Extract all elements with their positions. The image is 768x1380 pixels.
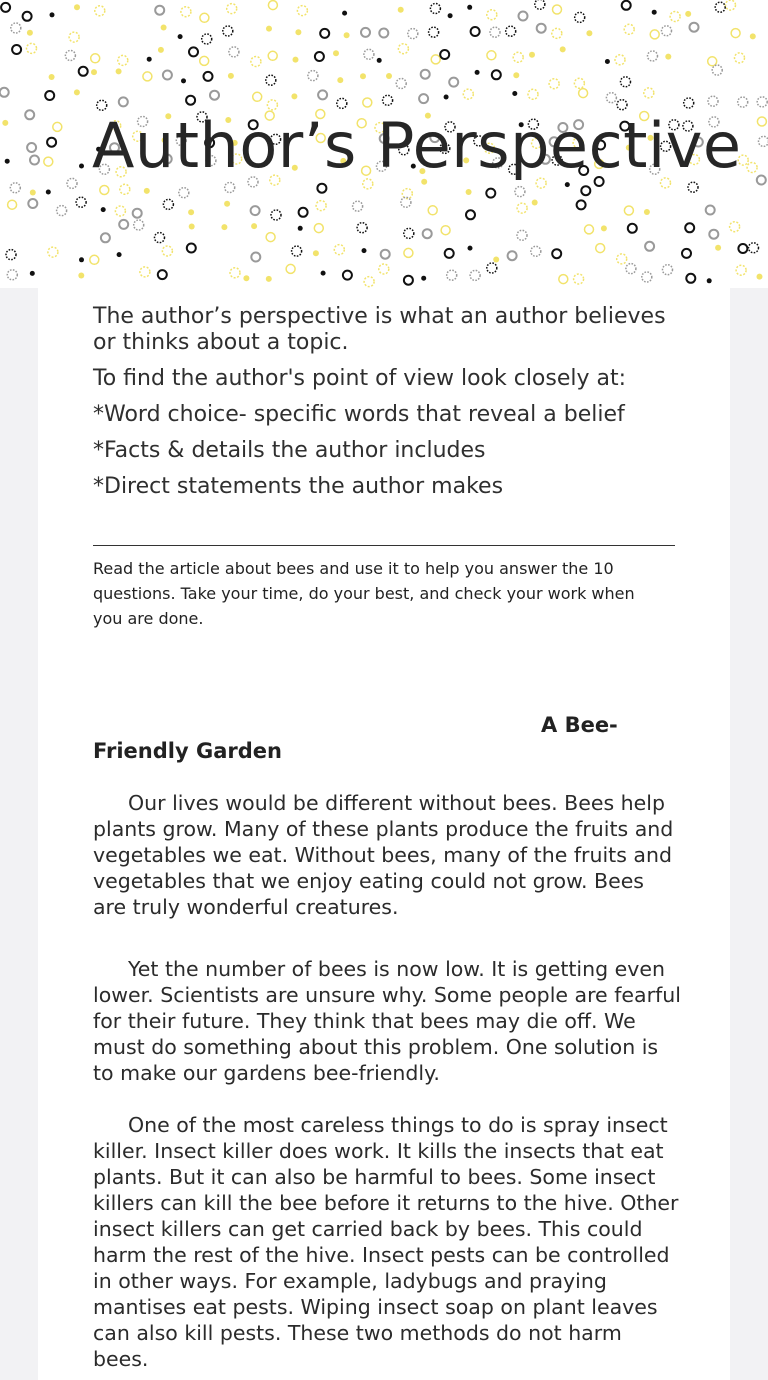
confetti-dot [161,25,167,31]
confetti-dot [286,264,295,273]
confetti-dot [357,223,367,233]
confetti-dot [47,138,56,147]
confetti-dot [30,156,39,165]
intro-bullet-word-choice: *Word choice- specific words that reveal a belief [93,402,625,427]
confetti-dot [268,51,277,60]
confetti-dot [334,245,344,255]
instructions-text: Read the article about bees and use it to help you answer the 10 questions. Take your time, do your best, and check your work when you are done. [93,559,635,628]
confetti-dot [628,224,637,233]
confetti-dot [528,89,538,99]
confetti-dot [383,95,393,105]
confetti-dot [466,210,475,219]
confetti-dot [163,199,173,209]
confetti-dot [271,210,281,220]
confetti-dot [447,270,457,280]
confetti-dot [224,201,230,207]
content-card [38,288,730,1380]
confetti-dot [251,206,260,215]
confetti-dot [726,0,736,10]
confetti-dot [266,276,272,282]
confetti-dot [577,200,586,209]
confetti-dot [25,110,34,119]
confetti-dot [423,229,432,238]
confetti-dot [445,249,454,258]
confetti-dot [134,220,144,230]
confetti-dot [95,6,105,16]
confetti-dot [708,96,718,106]
confetti-dot [1,3,10,12]
confetti-dot [466,189,472,195]
confetti-dot [622,1,631,10]
confetti-dot [381,250,390,259]
header-banner [0,0,768,288]
confetti-dot [155,233,165,243]
confetti-dot [379,29,388,38]
confetti-dot [291,93,297,99]
confetti-dot [621,77,631,87]
confetti-dot [74,89,80,95]
confetti-dot [750,33,756,39]
confetti-dot [517,230,527,240]
confetti-dot [163,71,172,80]
confetti-dot [398,44,408,54]
confetti-dot [101,233,110,242]
confetti-dot [513,52,523,62]
confetti-dot [143,72,152,81]
confetti-dot [532,200,538,206]
confetti-dot [186,96,195,105]
confetti-dot [624,206,633,215]
confetti-dot [431,55,440,64]
confetti-dot [575,12,585,22]
confetti-dot [230,268,240,278]
confetti-dot [116,68,122,74]
confetti-dot [487,51,496,60]
confetti-dot [23,12,32,21]
confetti-dot [428,206,437,215]
confetti-dot [320,29,329,38]
confetti-dot [652,10,657,15]
confetti-dot [69,32,79,42]
confetti-dot [27,43,37,53]
confetti-dot [441,226,450,235]
confetti-dot [253,92,262,101]
confetti-dot [181,78,186,83]
confetti-dot [665,54,671,60]
confetti-dot [684,98,694,108]
confetti-dot [50,12,55,17]
confetti-dot [316,201,326,211]
confetti-dot [53,122,62,131]
confetti-dot [487,10,497,20]
confetti-dot [91,69,97,75]
confetti-dot [200,13,209,22]
confetti-dot [27,30,33,36]
confetti-dot [251,223,257,229]
confetti-dot [670,12,680,22]
confetti-dot [736,265,746,275]
confetti-dot [470,270,480,280]
confetti-dot [552,249,561,258]
confetti-dot [586,30,592,36]
confetti-dot [490,27,500,37]
confetti-dot [189,47,198,56]
confetti-dot [364,49,374,59]
confetti-dot [297,6,307,16]
confetti-dot [515,187,525,197]
confetti-dot [731,29,740,38]
confetti-dot [178,34,183,39]
confetti-dot [404,228,414,238]
confetti-dot [344,32,350,38]
confetti-dot [468,246,473,251]
confetti-dot [79,164,84,169]
confetti-dot [506,26,516,36]
intro-section [93,304,683,510]
confetti-dot [440,50,449,59]
confetti-dot [449,78,458,87]
confetti-dot [79,67,88,76]
confetti-dot [295,29,301,35]
confetti-dot [493,257,499,263]
confetti-dot [644,209,650,215]
confetti-dot [362,248,367,253]
confetti-dot [308,71,318,81]
confetti-dot [644,88,654,98]
confetti-dot [119,97,128,106]
confetti-dot [337,77,343,83]
confetti-dot [266,75,276,85]
confetti-dot [7,270,17,280]
confetti-dot [11,23,21,33]
confetti-dot [463,89,473,99]
confetti-dot [645,242,654,251]
confetti-dot [706,206,715,215]
confetti-dot [379,264,389,274]
confetti-dot [293,57,299,63]
confetti-dot [707,278,712,283]
confetti-dot [210,91,219,100]
confetti-dot [49,74,55,80]
confetti-dot [615,55,625,65]
confetti-dot [738,244,747,253]
confetti-dot [223,26,233,36]
confetti-dot [690,23,699,32]
confetti-dot [396,79,406,89]
confetti-dot [552,28,562,38]
confetti-dot [398,7,404,13]
confetti-dot [28,199,37,208]
confetti-dot [682,249,691,258]
confetti-dot [708,57,717,66]
confetti-dot [467,5,472,10]
confetti-dot [6,250,16,260]
confetti-dot [44,157,53,166]
confetti-dot [421,70,430,79]
confetti-dot [158,270,167,279]
confetti-dot [508,251,517,260]
confetti-dot [364,277,374,287]
confetti-dot [747,163,757,173]
confetti-dot [158,47,164,53]
confetti-dot [10,183,20,193]
confetti-dot [90,255,99,264]
confetti-dot [91,54,100,63]
confetti-dot [601,225,607,231]
confetti-dot [360,73,366,79]
article-paragraph: Yet the number of bees is now low. It is getting even lower. Scientists are unsure why. Some people are fearful for their future. They think that bees may die off. We must do something about this problem. One solution is to make our gardens bee-friendly. [93,957,681,1085]
confetti-dot [144,188,150,194]
confetti-dot [408,29,418,39]
divider [93,545,675,546]
confetti-dot [57,206,67,216]
confetti-dot [30,271,35,276]
confetti-dot [2,120,8,126]
confetti-dot [662,26,672,36]
confetti-dot [133,209,142,218]
confetti-dot [617,254,627,264]
confetti-dot [574,78,584,88]
confetti-dot [513,72,519,78]
confetti-dot [757,274,763,280]
confetti-dot [686,274,695,283]
confetti-dot [581,186,590,195]
confetti-dot [529,52,535,58]
confetti-dot [78,273,84,279]
confetti-dot [118,55,128,65]
confetti-dot [715,245,721,251]
confetti-dot [596,244,605,253]
confetti-dot [343,271,352,280]
intro-definition: The author’s perspective is what an author believes or thinks about a topic. [93,304,666,355]
confetti-dot [5,159,10,164]
confetti-dot [117,252,122,257]
confetti-dot [227,4,237,14]
confetti-dot [353,201,363,211]
intro-bullet-facts: *Facts & details the author includes [93,438,486,463]
confetti-dot [228,73,234,79]
confetti-dot [342,11,347,16]
confetti-dot [101,207,106,212]
confetti-dot [559,275,568,284]
confetti-dot [266,233,275,242]
confetti-dot [0,88,9,97]
confetti-dot [531,246,541,256]
confetti-dot [200,56,209,65]
confetti-dot [626,264,636,274]
confetti-dot [709,230,718,239]
confetti-dot [757,176,766,185]
confetti-dot [685,223,694,232]
confetti-dot [735,53,745,63]
confetti-dot [314,224,323,233]
confetti-dot [712,65,722,75]
confetti-dot [65,51,75,61]
confetti-dot [537,24,546,33]
confetti-dot [251,253,260,262]
confetti-dot [8,200,17,209]
confetti-dot [386,73,392,79]
confetti-dot [100,186,109,195]
confetti-dot [181,7,191,17]
confetti-dot [553,5,562,14]
confetti-dot [475,70,480,75]
confetti-dot [120,184,130,194]
confetti-dot [225,183,235,193]
confetti-dot [429,27,439,37]
confetti-dot [487,263,497,273]
article-title: A Bee-Friendly Garden [93,713,618,763]
confetti-dot [79,257,84,262]
confetti-dot [67,178,77,188]
confetti-dot [155,6,164,15]
confetti-dot [585,225,594,234]
confetti-dot [313,250,319,256]
confetti-dot [605,59,610,64]
confetti-dot [715,2,725,12]
confetti-dot [663,265,673,275]
confetti-dot [187,244,196,253]
confetti-dot [179,188,189,198]
confetti-dot [574,274,584,284]
confetti-dot [204,72,213,81]
confetti-dot [738,97,748,107]
confetti-dot [318,90,327,99]
confetti-dot [730,222,740,232]
confetti-dot [492,70,501,79]
confetti-dot [404,248,413,257]
confetti-dot [48,247,58,257]
confetti-dot [519,12,528,21]
confetti-dot [517,203,527,213]
confetti-dot [757,117,766,126]
confetti-dot [76,197,86,207]
confetti-dot [337,98,347,108]
confetti-dot [292,246,302,256]
confetti-dot [189,224,195,230]
confetti-dot [549,79,559,89]
page-title: Author’s Perspective [92,109,742,182]
confetti-dot [486,189,495,198]
confetti-dot [444,95,449,100]
confetti-dot [74,4,80,10]
confetti-dot [757,97,767,107]
confetti-dot [419,94,428,103]
confetti-dot [115,206,125,216]
confetti-dot [162,246,172,256]
confetti-dot [361,28,370,37]
confetti-dot [624,24,634,34]
confetti-dot [648,51,658,61]
confetti-dot [188,209,194,215]
confetti-dot [119,220,128,229]
confetti-dot [685,11,691,17]
intro-bullet-statements: *Direct statements the author makes [93,474,504,499]
confetti-dot [27,143,36,152]
confetti-dot [298,226,303,231]
confetti-dot [12,45,21,54]
confetti-dot [560,46,566,52]
confetti-dot [266,26,272,32]
confetti-dot [317,184,326,193]
confetti-dot [759,136,768,146]
confetti-dot [45,91,54,100]
confetti-dot [421,276,426,281]
confetti-dot [243,275,249,281]
confetti-dot [471,27,480,36]
confetti-dot [315,52,324,61]
confetti-dot [46,190,51,195]
confetti-dot [202,34,212,44]
confetti-dot [333,50,339,56]
confetti-dot [448,13,453,18]
confetti-dot [404,276,413,285]
confetti-dot [430,4,440,14]
confetti-dot [749,243,759,253]
confetti-dot [229,47,239,57]
confetti-dot [512,91,517,96]
confetti-dot [377,58,382,63]
confetti-dot [606,93,616,103]
confetti-dot [140,267,150,277]
intro-lead: To find the author's point of view look closely at: [93,366,627,391]
confetti-dot [221,224,227,230]
confetti-dot [30,190,36,196]
confetti-dot [535,0,545,9]
confetti-dot [642,272,652,282]
confetti-dot [650,30,659,39]
confetti-dot [321,271,326,276]
confetti-dot [299,208,308,217]
article-paragraph: Our lives would be different without bees. Bees help plants grow. Many of these plants produce the fruits and vegetables we eat. Without bees, many of the fruits and vegetables that we enjoy eating could not grow. Bees are truly wonderful creatures. [93,791,674,919]
confetti-dot [579,89,588,98]
confetti-dot [147,57,152,62]
confetti-dot [268,1,277,10]
article-paragraph: One of the most careless things to do is spray insect killer. Insect killer does work. It kills the insects that eat plants. But it can also be harmful to bees. Some insect killers can kill the bee before it returns to the hive. Other insect killers can get carried back by bees. This could harm the rest of the hive. Insect pests can be controlled in other ways. For example, ladybugs and praying mantises eat pests. Wiping insect soap on plant leaves can also kill pests. These two methods do not harm bees. [93,1113,679,1371]
confetti-dot [251,57,261,67]
confetti-dot [363,98,372,107]
